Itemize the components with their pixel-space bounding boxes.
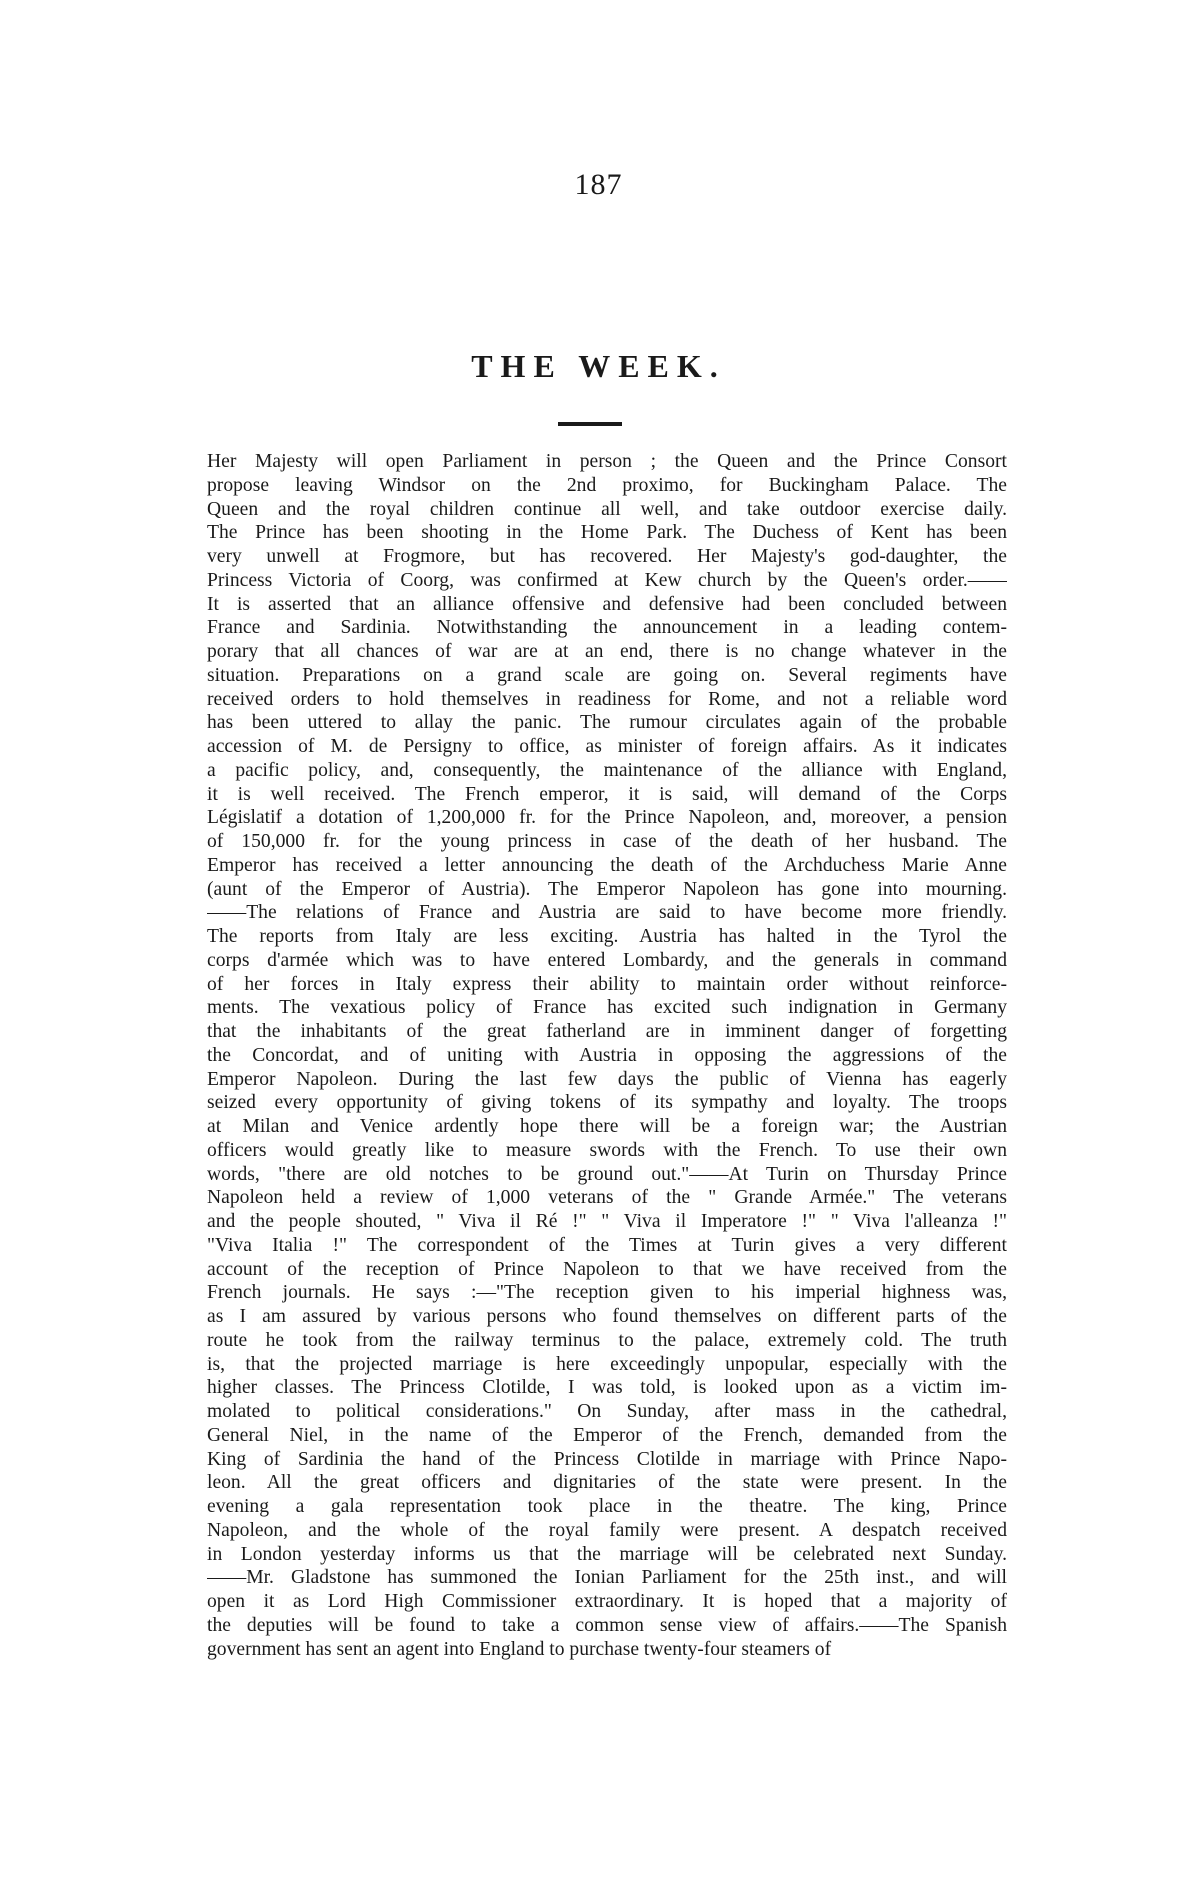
body-line: that the inhabitants of the great fatherland are in imminent danger of forgetting [207, 1021, 1007, 1042]
body-line: and the people shouted, " Viva il Ré !" " Viva il Imperatore !" " Viva l'alleanza !" [207, 1211, 1007, 1232]
body-line: higher classes. The Princess Clotilde, I was told, is looked upon as a victim im- [207, 1377, 1007, 1399]
body-line: ——Mr. Gladstone has summoned the Ionian Parliament for the 25th inst., and will [207, 1567, 1007, 1589]
body-line: ments. The vexatious policy of France has excited such indignation in Germany [207, 997, 1007, 1019]
body-line: words, "there are old notches to be ground out."——At Turin on Thursday Prince [207, 1163, 1007, 1185]
page-number: 187 [574, 168, 623, 201]
body-line: is, that the projected marriage is here exceedingly unpopular, especially with the [207, 1353, 1007, 1375]
body-line: "Viva Italia !" The correspondent of the Times at Turin gives a very different [207, 1234, 1007, 1256]
body-line: Emperor Napoleon. During the last few days the public of Vienna has eagerly [207, 1068, 1007, 1090]
body-line: evening a gala representation took place in the theatre. The king, Prince [207, 1496, 1007, 1517]
body-line: leon. All the great officers and dignitaries of the state were present. In the [207, 1472, 1007, 1494]
body-line: Queen and the royal children continue all well, and take outdoor exercise daily. [207, 498, 1007, 520]
title-rule-divider [558, 422, 622, 426]
body-line: King of Sardinia the hand of the Princess Clotilde in marriage with Prince Napo- [207, 1448, 1007, 1470]
body-line: The Prince has been shooting in the Home Park. The Duchess of Kent has been [207, 522, 1007, 544]
body-line: government has sent an agent into England to purchase twenty-four steamers of [207, 1638, 832, 1660]
body-line: Législatif a dotation of 1,200,000 fr. for the Prince Napoleon, and, moreover, a pension [207, 807, 1007, 829]
body-line: of 150,000 fr. for the young princess in case of the death of her husband. The [207, 831, 1007, 852]
body-line: It is asserted that an alliance offensive and defensive had been concluded between [207, 593, 1007, 615]
body-line: The reports from Italy are less exciting. Austria has halted in the Tyrol the [207, 926, 1007, 947]
article-body [207, 450, 1007, 1661]
body-line: ——The relations of France and Austria are said to have become more friendly. [207, 902, 1007, 924]
body-line: it is well received. The French emperor, it is said, will demand of the Corps [207, 783, 1007, 805]
body-line: Emperor has received a letter announcing the death of the Archduchess Marie Anne [207, 854, 1007, 876]
body-line: open it as Lord High Commissioner extraordinary. It is hoped that a majority of [207, 1591, 1007, 1612]
body-line: accession of M. de Persigny to office, as minister of foreign affairs. As it indicates [207, 736, 1007, 757]
body-line: molated to political considerations." On Sunday, after mass in the cathedral, [207, 1401, 1007, 1422]
body-line: received orders to hold themselves in readiness for Rome, and not a reliable word [207, 688, 1007, 710]
body-line: General Niel, in the name of the Emperor of the French, demanded from the [207, 1424, 1007, 1446]
body-line: Napoleon, and the whole of the royal family were present. A despatch received [207, 1519, 1007, 1541]
body-line: (aunt of the Emperor of Austria). The Emperor Napoleon has gone into mourning. [207, 878, 1007, 900]
body-line: account of the reception of Prince Napoleon to that we have received from the [207, 1258, 1007, 1280]
body-line: very unwell at Frogmore, but has recovered. Her Majesty's god-daughter, the [207, 546, 1007, 567]
body-line: Her Majesty will open Parliament in person ; the Queen and the Prince Consort [207, 451, 1007, 472]
body-line: Napoleon held a review of 1,000 veterans of the " Grande Armée." The veterans [207, 1187, 1007, 1209]
body-line: at Milan and Venice ardently hope there will be a foreign war; the Austrian [207, 1116, 1007, 1137]
body-line: the deputies will be found to take a common sense view of affairs.——The Spanish [207, 1614, 1007, 1636]
body-line: as I am assured by various persons who found themselves on different parts of the [207, 1306, 1007, 1327]
body-line: corps d'armée which was to have entered Lombardy, and the generals in command [207, 949, 1007, 971]
body-line: propose leaving Windsor on the 2nd proximo, for Buckingham Palace. The [207, 474, 1007, 496]
body-line: has been uttered to allay the panic. The rumour circulates again of the probable [207, 712, 1007, 734]
article-title: THE WEEK. [471, 348, 726, 384]
body-line: Princess Victoria of Coorg, was confirmed at Kew church by the Queen's order.—— [207, 569, 1007, 591]
body-line: France and Sardinia. Notwithstanding the announcement in a leading contem- [207, 617, 1007, 639]
body-line: route he took from the railway terminus to the palace, extremely cold. The truth [207, 1329, 1007, 1351]
body-line: situation. Preparations on a grand scale are going on. Several regiments have [207, 664, 1007, 686]
body-line: officers would greatly like to measure swords with the French. To use their own [207, 1139, 1007, 1161]
body-line: the Concordat, and of uniting with Austria in opposing the aggressions of the [207, 1044, 1007, 1066]
body-line: porary that all chances of war are at an end, there is no change whatever in the [207, 641, 1007, 662]
body-line: seized every opportunity of giving tokens of its sympathy and loyalty. The troops [207, 1092, 1007, 1114]
body-line: a pacific policy, and, consequently, the maintenance of the alliance with England, [207, 759, 1007, 781]
body-line: of her forces in Italy express their ability to maintain order without reinforce- [207, 973, 1007, 995]
body-line: in London yesterday informs us that the marriage will be celebrated next Sunday. [207, 1543, 1007, 1565]
body-line: French journals. He says :—"The reception given to his imperial highness was, [207, 1282, 1007, 1304]
